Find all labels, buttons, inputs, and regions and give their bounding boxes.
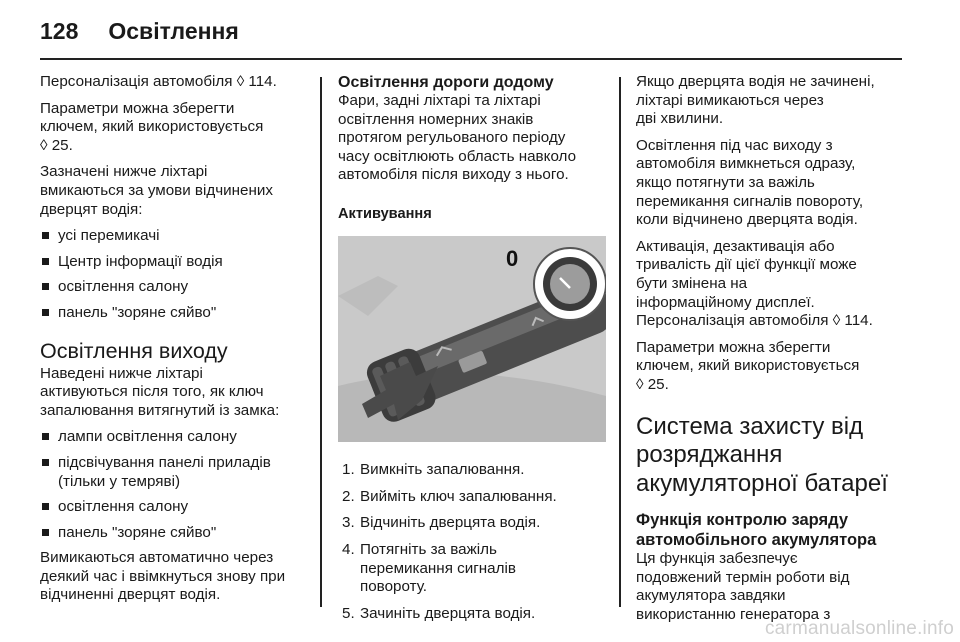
text-line: Параметри можна зберегти xyxy=(636,338,831,356)
square-bullet-icon xyxy=(42,433,49,440)
text-line: ліхтарі вимикаються через xyxy=(636,91,824,109)
header-rule xyxy=(40,58,902,60)
square-bullet-icon xyxy=(42,459,49,466)
square-bullet-icon xyxy=(42,503,49,510)
text-line: ◊ 25. xyxy=(40,136,73,154)
text-line: акумулятора завдяки xyxy=(636,587,786,605)
paragraph-way-home xyxy=(338,92,606,185)
text-line: лампи освітлення салону xyxy=(58,428,237,446)
watermark: carmanualsonline.info xyxy=(764,618,954,639)
column-3 xyxy=(636,73,904,632)
text-line: Ця функція забезпечує xyxy=(636,550,798,567)
column-1 xyxy=(40,73,308,613)
text-line: повороту. xyxy=(360,578,427,596)
text-line: автомобіля вимкнеться одразу, xyxy=(636,155,856,173)
square-bullet-icon xyxy=(42,283,49,290)
text-line: Функція контролю заряду xyxy=(636,511,848,529)
text-line: протягом регульованого періоду xyxy=(338,129,566,147)
column-divider-2 xyxy=(619,77,621,607)
list-item xyxy=(40,227,308,246)
list-item xyxy=(40,428,308,447)
page-number: 128 xyxy=(40,18,79,44)
text-line: Відчиніть дверцята водія. xyxy=(360,514,541,532)
list-item xyxy=(40,278,308,297)
text-line: якщо потягнути за важіль xyxy=(636,173,815,191)
text-line: автомобільного акумулятора xyxy=(636,531,877,549)
text-line: усі перемикачі xyxy=(58,227,160,245)
figure-dial-label: 0 xyxy=(506,245,519,271)
step-item xyxy=(338,488,606,507)
text-line: перемикання сигналів xyxy=(360,559,516,577)
text-line: Активація, дезактивація або xyxy=(636,237,835,255)
text-line: розряджання xyxy=(636,441,783,468)
text-line: запалювання витягнутий із замка: xyxy=(40,401,280,419)
list-item xyxy=(40,454,308,491)
paragraph-immediate-off xyxy=(636,137,904,230)
text-line: використанню генератора з xyxy=(636,605,831,623)
text-line: вмикаються за умови відчинених xyxy=(40,181,273,199)
text-line: освітлення номерних знаків xyxy=(338,110,534,128)
text-line: активуються після того, як ключ xyxy=(40,383,264,401)
text-line: бути змінена на xyxy=(636,274,748,292)
text-line: ключем, який використовується xyxy=(40,118,264,136)
text-line: відчиненні дверцят водія. xyxy=(40,586,221,604)
heading-exit-lighting: Освітлення виходу xyxy=(40,338,228,363)
paragraph-door-not-closed xyxy=(636,73,904,129)
list-item xyxy=(40,498,308,517)
column-2 xyxy=(338,73,606,631)
text-line: освітлення салону xyxy=(58,498,189,516)
text-line: перемикання сигналів повороту, xyxy=(636,192,864,210)
text-line: Вимкніть запалювання. xyxy=(360,461,525,479)
text-line: Персоналізація автомобіля ◊ 114. xyxy=(40,73,277,90)
text-line: Потягніть за важіль xyxy=(360,540,497,558)
text-line: панель "зоряне сяйво" xyxy=(58,303,217,321)
text-line: дві хвилини. xyxy=(636,110,724,128)
step-item xyxy=(338,461,606,480)
text-line: (тільки у темряві) xyxy=(58,472,180,490)
text-line: інформаційному дисплеї. xyxy=(636,293,815,311)
step-number: 2. xyxy=(342,487,355,505)
text-line: освітлення салону xyxy=(58,278,189,296)
paragraph-key-memory xyxy=(40,100,308,156)
text-line: дверцят водія: xyxy=(40,200,143,218)
square-bullet-icon xyxy=(42,258,49,265)
step-number: 5. xyxy=(342,604,355,622)
text-line: Освітлення під час виходу з xyxy=(636,136,833,154)
heading-battery-protection xyxy=(636,413,904,499)
steps-list xyxy=(338,461,606,623)
text-line: Центр інформації водія xyxy=(58,252,223,270)
list-item xyxy=(40,524,308,543)
step-number: 1. xyxy=(342,461,355,479)
heading-activation: Активування xyxy=(338,205,432,222)
text-line: Вимикаються автоматично через xyxy=(40,549,274,567)
text-line: Зачиніть дверцята водія. xyxy=(360,604,536,622)
step-item xyxy=(338,541,606,597)
bullet-list-exit-lights xyxy=(40,428,308,542)
text-line: Фари, задні ліхтарі та ліхтарі xyxy=(338,92,541,109)
bullet-list-door-lights xyxy=(40,227,308,322)
turn-signal-lever-illustration xyxy=(338,236,606,442)
text-line: часу освітлюють область навколо xyxy=(338,147,577,165)
text-line: Система захисту від xyxy=(636,412,864,440)
square-bullet-icon xyxy=(42,529,49,536)
step-item xyxy=(338,605,606,624)
paragraph-exit-intro xyxy=(40,365,308,421)
text-line: Персоналізація автомобіля ◊ 114. xyxy=(636,312,873,330)
step-number: 4. xyxy=(342,540,355,558)
column-divider-1 xyxy=(320,77,322,607)
list-item xyxy=(40,253,308,272)
heading-battery-charge-control xyxy=(636,510,904,550)
heading-way-home-lighting: Освітлення дороги додому xyxy=(338,74,554,91)
paragraph-lights-on-door xyxy=(40,163,308,219)
text-line: Наведені нижче ліхтарі xyxy=(40,364,203,382)
text-line: автомобіля після виходу з нього. xyxy=(338,166,569,184)
text-line: підсвічування панелі приладів xyxy=(58,453,271,471)
text-line: ключем, який використовується xyxy=(636,357,860,375)
text-line: Параметри можна зберегти xyxy=(40,99,235,117)
page-header xyxy=(40,18,239,48)
paragraph-auto-off xyxy=(40,549,308,605)
text-line: акумуляторної батареї xyxy=(636,469,888,497)
text-line: Вийміть ключ запалювання. xyxy=(360,487,557,505)
text-line: коли відчинено дверцята водія. xyxy=(636,211,858,229)
text-line: панель "зоряне сяйво" xyxy=(58,523,217,541)
paragraph-key-memory-2 xyxy=(636,339,904,395)
paragraph-activation-settings xyxy=(636,238,904,331)
text-line: Якщо дверцята водія не зачинені, xyxy=(636,73,875,90)
step-item xyxy=(338,514,606,533)
text-line: тривалість дії цієї функції може xyxy=(636,256,857,274)
text-line: деякий час і ввімкнуться знову при xyxy=(40,567,286,585)
paragraph-personalization xyxy=(40,73,308,92)
step-number: 3. xyxy=(342,514,355,532)
paragraph-battery-function xyxy=(636,550,904,624)
square-bullet-icon xyxy=(42,309,49,316)
text-line: подовжений термін роботи від xyxy=(636,568,850,586)
text-line: Зазначені нижче ліхтарі xyxy=(40,163,208,181)
list-item xyxy=(40,304,308,323)
square-bullet-icon xyxy=(42,232,49,239)
page-title: Освітлення xyxy=(108,18,239,44)
text-line: ◊ 25. xyxy=(636,375,669,393)
